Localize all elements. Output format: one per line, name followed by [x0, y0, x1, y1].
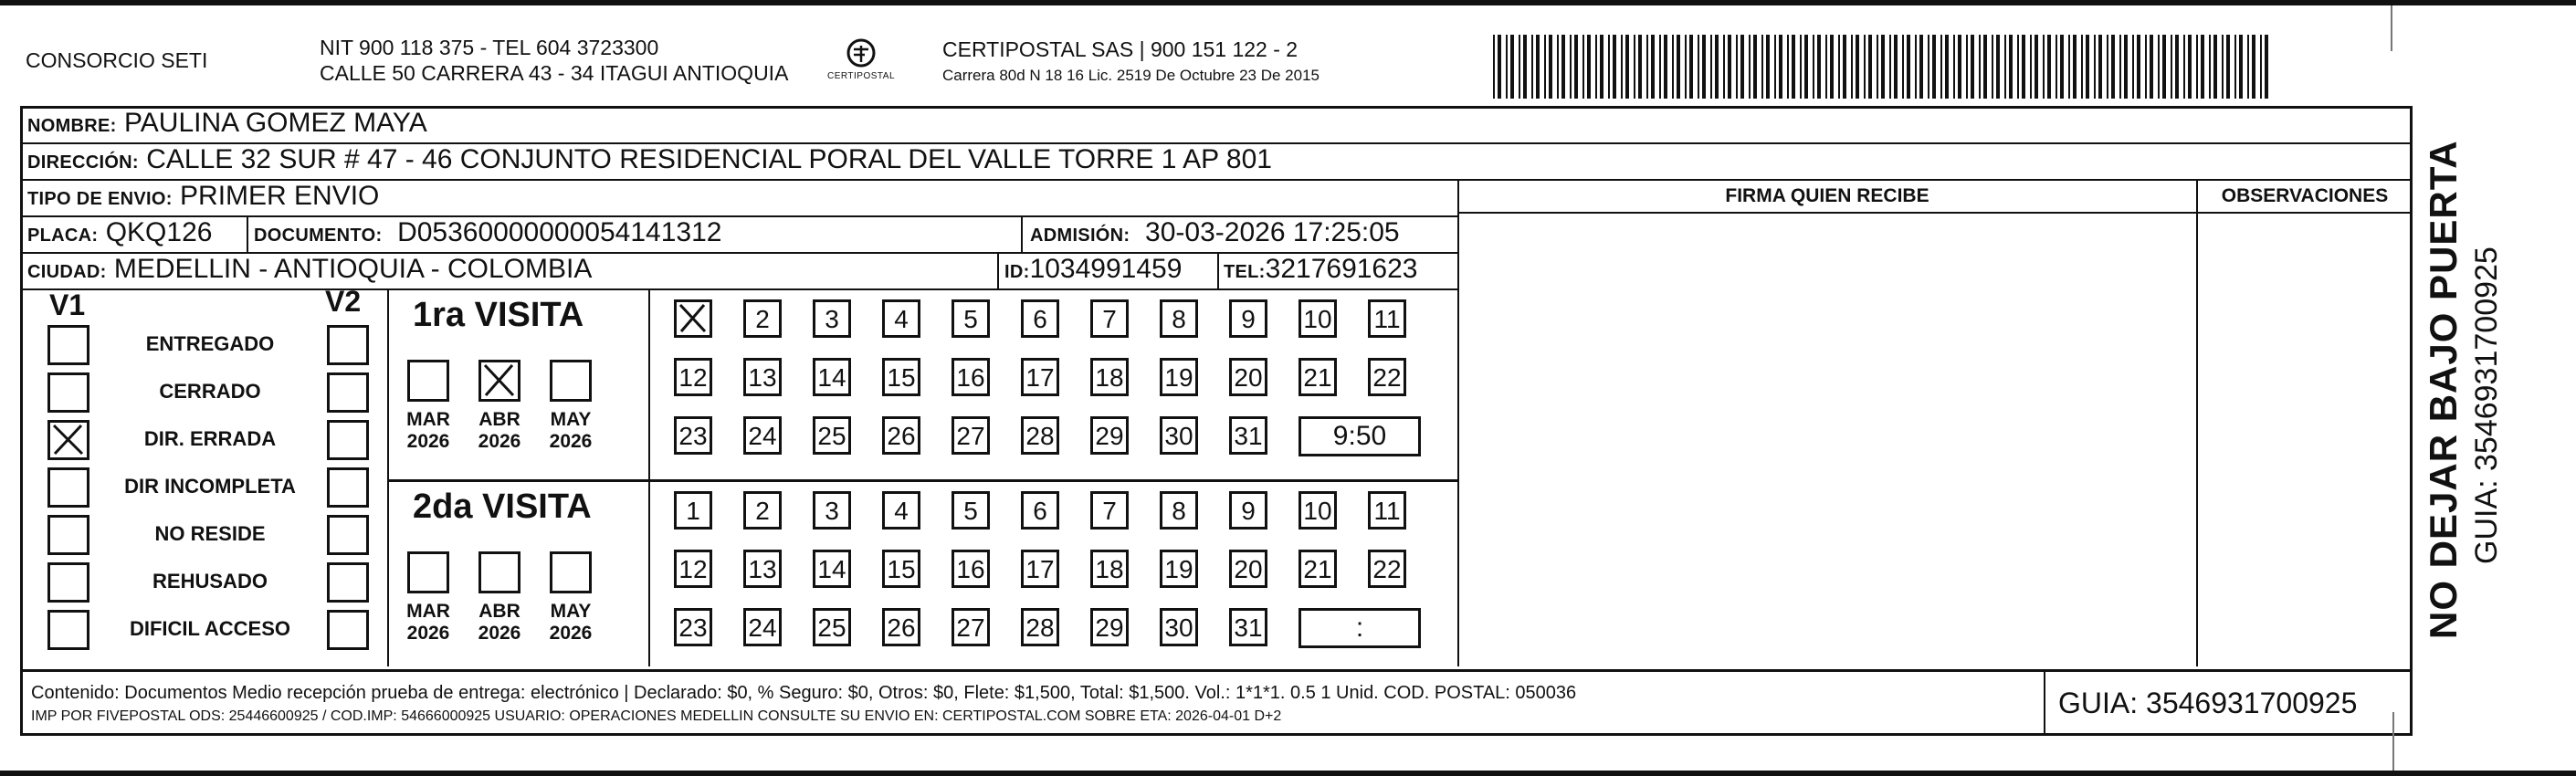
month-name: ABR	[478, 601, 520, 622]
barcode-bar	[1940, 35, 1942, 99]
visit2-day-box[interactable]: 14	[813, 550, 851, 588]
barcode-bar	[2009, 35, 2013, 99]
barcode-bar	[1659, 35, 1661, 99]
barcode-bar	[1766, 35, 1770, 99]
barcode-bar	[1523, 35, 1527, 99]
col-line	[1021, 215, 1023, 252]
barcode-bar	[1638, 35, 1642, 99]
row-line	[1458, 212, 2413, 214]
barcode-bar	[1928, 35, 1929, 99]
barcode-bar	[1945, 35, 1949, 99]
placa-field: PLACA: QKQ126	[27, 217, 213, 247]
v1-checkbox[interactable]	[47, 515, 89, 555]
col-line	[1457, 179, 1459, 666]
side-warning: NO DEJAR BAJO PUERTA	[2422, 140, 2465, 639]
status-option-label: REHUSADO	[152, 570, 268, 592]
nombre-field: NOMBRE: PAULINA GOMEZ MAYA	[27, 108, 427, 138]
ciudad-field: CIUDAD: MEDELLIN - ANTIOQUIA - COLOMBIA	[27, 254, 593, 284]
barcode-bar	[1971, 35, 1974, 99]
footer-imp: IMP POR FIVEPOSTAL ODS: 25446600925 / COD.IMP: 54666000925 USUARIO: OPERACIONES MEDELLIN CONSULTE SU ENVIO EN: CERTIPOSTAL.COM SOBRE ETA: 2026-04-01 D+2	[31, 708, 1282, 724]
visit1-day-box[interactable]: 9	[1229, 299, 1267, 338]
month-checkbox[interactable]	[550, 360, 592, 402]
barcode-bar	[2145, 35, 2147, 99]
barcode-bar	[2234, 35, 2236, 99]
status-option-label: CERRADO	[159, 380, 261, 403]
barcode-bar	[1710, 35, 1712, 99]
month-year: 2026	[478, 431, 521, 452]
barcode-bar	[2030, 35, 2032, 99]
barcode-bar	[1549, 35, 1552, 99]
visit1-day-box[interactable]: 24	[743, 416, 782, 455]
visit2-day-box[interactable]: 8	[1160, 491, 1198, 530]
visit1-day-box[interactable]: 7	[1090, 299, 1129, 338]
barcode-bar	[1557, 35, 1559, 99]
barcode-bar	[1646, 35, 1648, 99]
barcode-bar	[1868, 35, 1872, 99]
barcode-bar	[2094, 35, 2096, 99]
barcode-bar	[1774, 35, 1776, 99]
barcode-bar	[1932, 35, 1936, 99]
visit1-day-box[interactable]: 8	[1160, 299, 1198, 338]
barcode-bar	[2239, 35, 2243, 99]
col-line	[997, 252, 999, 288]
barcode-bar	[1561, 35, 1565, 99]
col-line	[387, 288, 389, 666]
visit1-day-box[interactable]: 28	[1021, 416, 1059, 455]
visit2-day-box[interactable]: 7	[1090, 491, 1129, 530]
barcode-bar	[1728, 35, 1731, 99]
barcode-bar	[2081, 35, 2083, 99]
barcode-bar	[1536, 35, 1540, 99]
visit1-day-box[interactable]: 11	[1368, 299, 1406, 338]
month-label	[537, 409, 605, 453]
barcode-bar	[2132, 35, 2134, 99]
barcode-bar	[2188, 35, 2192, 99]
visit2-title: 2da VISITA	[413, 488, 592, 526]
barcode-bar	[1881, 35, 1885, 99]
barcode-bar	[2060, 35, 2064, 99]
row-line	[387, 479, 1457, 482]
certipostal-line: CERTIPOSTAL SAS | 900 151 122 - 2	[942, 37, 1299, 61]
status-option-label: DIR INCOMPLETA	[124, 475, 296, 498]
barcode-bar	[1519, 35, 1520, 99]
visit2-day-box[interactable]: 25	[813, 608, 851, 646]
barcode-bar	[1996, 35, 2000, 99]
barcode-bar	[1621, 35, 1623, 99]
visit1-day-box[interactable]: 21	[1299, 358, 1337, 396]
visit1-day-box[interactable]: 19	[1160, 358, 1198, 396]
barcode-bar	[2111, 35, 2115, 99]
barcode-bar	[1608, 35, 1610, 99]
v1-checkbox[interactable]	[47, 325, 89, 365]
visit2-day-box[interactable]: 5	[952, 491, 990, 530]
barcode-bar	[1953, 35, 1955, 99]
barcode-bar	[2068, 35, 2070, 99]
barcode-bar	[1761, 35, 1763, 99]
barcode-icon	[1493, 35, 2278, 99]
visit2-day-box[interactable]: 22	[1368, 550, 1406, 588]
barcode-bar	[2265, 35, 2268, 99]
barcode-bar	[2073, 35, 2077, 99]
visit1-day-box[interactable]: 4	[882, 299, 920, 338]
barcode-bar	[1715, 35, 1719, 99]
barcode-bar	[2150, 35, 2153, 99]
visit1-day-box[interactable]: 3	[813, 299, 851, 338]
month-year: 2026	[478, 623, 521, 644]
barcode-bar	[1723, 35, 1725, 99]
nit-line: NIT 900 118 375 - TEL 604 3723300	[320, 36, 659, 59]
month-checkbox[interactable]	[478, 360, 520, 402]
barcode-bar	[1843, 35, 1846, 99]
barcode-bar	[1813, 35, 1814, 99]
barcode-bar	[2175, 35, 2179, 99]
visit1-day-box[interactable]: 30	[1160, 416, 1198, 455]
tel-field: TEL:3217691623	[1224, 254, 1418, 284]
barcode-bar	[2043, 35, 2045, 99]
barcode-bar	[2183, 35, 2185, 99]
month-name: MAY	[550, 409, 592, 430]
barcode-bar	[2035, 35, 2038, 99]
col-line	[247, 215, 248, 252]
status-option-label: NO RESIDE	[154, 522, 266, 545]
visit2-day-box[interactable]: 11	[1368, 491, 1406, 530]
barcode-bar	[1544, 35, 1546, 99]
barcode-bar	[1838, 35, 1840, 99]
v2-checkbox[interactable]	[327, 562, 369, 603]
month-label	[394, 601, 462, 645]
visit1-day-box[interactable]: 20	[1229, 358, 1267, 396]
visit2-day-box[interactable]: 13	[743, 550, 782, 588]
barcode-bar	[2260, 35, 2262, 99]
barcode-bar	[1856, 35, 1859, 99]
barcode-bar	[1792, 35, 1795, 99]
visit1-day-box[interactable]: 23	[674, 416, 712, 455]
visit1-day-box[interactable]: 6	[1021, 299, 1059, 338]
v1-checkbox[interactable]	[47, 420, 89, 460]
barcode-bar	[1672, 35, 1674, 99]
barcode-bar	[1582, 35, 1584, 99]
visit2-day-box[interactable]: 9	[1229, 491, 1267, 530]
v1-checkbox[interactable]	[47, 610, 89, 650]
barcode-bar	[1685, 35, 1687, 99]
month-checkbox[interactable]	[550, 551, 592, 593]
visit2-day-box[interactable]: 1	[674, 491, 712, 530]
barcode-bar	[1498, 35, 1501, 99]
col-line	[1217, 252, 1219, 288]
month-year: 2026	[406, 623, 450, 644]
visit1-day-box[interactable]: 13	[743, 358, 782, 396]
footer-guia: GUIA: 3546931700925	[2058, 687, 2358, 719]
month-label	[394, 409, 462, 453]
barcode-bar	[1664, 35, 1667, 99]
barcode-bar	[1506, 35, 1508, 99]
v1-checkbox[interactable]	[47, 467, 89, 508]
id-field: ID:1034991459	[1004, 254, 1183, 284]
barcode-bar	[1915, 35, 1917, 99]
barcode-bar	[2086, 35, 2089, 99]
barcode-bar	[1570, 35, 1572, 99]
observaciones-header: OBSERVACIONES	[2221, 185, 2389, 206]
barcode-bar	[1702, 35, 1706, 99]
cut-mark	[2392, 712, 2394, 771]
barcode-bar	[1574, 35, 1578, 99]
visit2-day-box[interactable]: 10	[1299, 491, 1337, 530]
visit1-day-box[interactable]: 15	[882, 358, 920, 396]
status-option-label: DIR. ERRADA	[143, 427, 277, 450]
barcode-bar	[2171, 35, 2172, 99]
barcode-bar	[2252, 35, 2255, 99]
company-name: CONSORCIO SETI	[26, 48, 208, 72]
visit2-day-box[interactable]: 15	[882, 550, 920, 588]
visit2-day-box[interactable]: 3	[813, 491, 851, 530]
barcode-bar	[1894, 35, 1898, 99]
barcode-bar	[1919, 35, 1923, 99]
visit2-day-box[interactable]: 4	[882, 491, 920, 530]
barcode-bar	[2098, 35, 2102, 99]
barcode-bar	[1979, 35, 1981, 99]
barcode-bar	[1689, 35, 1693, 99]
barcode-bar	[2158, 35, 2160, 99]
v1-checkbox[interactable]	[47, 372, 89, 413]
month-checkbox[interactable]	[407, 551, 449, 593]
barcode-bar	[1907, 35, 1910, 99]
footer-contenido: Contenido: Documentos Medio recepción prueba de entrega: electrónico | Declarado: $0, % Seguro: $0, Otros: $0, Flete: $1,500, Total: $1,500. Vol.: 1*1*1. 0.5 1 Unid. COD. POSTAL: 050036	[31, 683, 1577, 703]
barcode-bar	[1825, 35, 1827, 99]
visit2-day-box[interactable]: 12	[674, 550, 712, 588]
visit2-time-box[interactable]: :	[1299, 608, 1421, 648]
barcode-bar	[1510, 35, 1514, 99]
month-label	[537, 601, 605, 645]
barcode-bar	[1889, 35, 1891, 99]
barcode-bar	[2056, 35, 2057, 99]
documento-field: DOCUMENTO: D05360000000054141312	[254, 217, 722, 247]
visit1-day-box[interactable]: 14	[813, 358, 851, 396]
visit1-title: 1ra VISITA	[413, 296, 584, 334]
month-label	[466, 409, 533, 453]
barcode-bar	[1851, 35, 1853, 99]
barcode-bar	[1493, 35, 1495, 99]
v2-header: V2	[325, 285, 362, 318]
direccion-field: DIRECCIÓN: CALLE 32 SUR # 47 - 46 CONJUNTO RESIDENCIAL PORAL DEL VALLE TORRE 1 AP 801	[27, 144, 1272, 174]
visit2-day-box[interactable]: 19	[1160, 550, 1198, 588]
visit2-day-box[interactable]: 2	[743, 491, 782, 530]
month-checkbox[interactable]	[478, 551, 520, 593]
barcode-bar	[1749, 35, 1751, 99]
barcode-bar	[2196, 35, 2198, 99]
barcode-bar	[1600, 35, 1603, 99]
v1-checkbox[interactable]	[47, 562, 89, 603]
row-line	[20, 288, 1458, 290]
visit1-day-box[interactable]: 26	[882, 416, 920, 455]
barcode-bar	[1983, 35, 1987, 99]
top-edge	[0, 0, 2576, 5]
month-label	[466, 601, 533, 645]
barcode-bar	[1613, 35, 1616, 99]
barcode-bar	[1587, 35, 1591, 99]
barcode-bar	[1698, 35, 1699, 99]
month-year: 2026	[549, 431, 593, 452]
side-guia: GUIA: 3546931700925	[2469, 246, 2504, 564]
v2-checkbox[interactable]	[327, 420, 369, 460]
barcode-bar	[1800, 35, 1802, 99]
visit2-day-box[interactable]: 17	[1021, 550, 1059, 588]
barcode-bar	[1651, 35, 1655, 99]
logo-text: CERTIPOSTAL	[826, 71, 896, 81]
month-name: ABR	[478, 409, 520, 430]
barcode-bar	[2124, 35, 2128, 99]
barcode-bar	[1966, 35, 1968, 99]
col-line	[2196, 179, 2198, 666]
footer-frame	[20, 668, 2413, 736]
visit1-day-box[interactable]: 5	[952, 299, 990, 338]
barcode-bar	[2162, 35, 2166, 99]
visit1-day-box[interactable]: 16	[952, 358, 990, 396]
bottom-edge	[0, 771, 2576, 776]
visit1-day-box[interactable]: 10	[1299, 299, 1337, 338]
address-line: CALLE 50 CARRERA 43 - 34 ITAGUI ANTIOQUIA	[320, 61, 789, 85]
status-option-label: DIFICIL ACCESO	[129, 617, 290, 640]
barcode-bar	[2247, 35, 2249, 99]
barcode-bar	[1677, 35, 1680, 99]
month-checkbox[interactable]	[407, 360, 449, 402]
visit2-day-box[interactable]: 24	[743, 608, 782, 646]
status-option-label: ENTREGADO	[145, 332, 275, 355]
visit2-day-box[interactable]: 20	[1229, 550, 1267, 588]
barcode-bar	[2226, 35, 2230, 99]
visit2-day-box[interactable]: 27	[952, 608, 990, 646]
visit1-day-box[interactable]: 18	[1090, 358, 1129, 396]
visit1-time-box[interactable]: 9:50	[1299, 416, 1421, 456]
barcode-bar	[1902, 35, 1904, 99]
barcode-bar	[2022, 35, 2025, 99]
visit1-day-box[interactable]	[674, 299, 712, 338]
visit2-day-box[interactable]: 6	[1021, 491, 1059, 530]
visit1-day-box[interactable]: 31	[1229, 416, 1267, 455]
visit1-day-box[interactable]: 22	[1368, 358, 1406, 396]
visit1-day-box[interactable]: 29	[1090, 416, 1129, 455]
barcode-bar	[2119, 35, 2121, 99]
barcode-bar	[2004, 35, 2006, 99]
barcode-bar	[2107, 35, 2108, 99]
barcode-bar	[2047, 35, 2051, 99]
barcode-bar	[1531, 35, 1533, 99]
v2-checkbox[interactable]	[327, 610, 369, 650]
visit2-day-box[interactable]: 31	[1229, 608, 1267, 646]
visit2-day-box[interactable]: 29	[1090, 608, 1129, 646]
barcode-bar	[2017, 35, 2019, 99]
cut-mark	[2391, 5, 2392, 51]
barcode-bar	[1595, 35, 1597, 99]
visit1-day-box[interactable]: 12	[674, 358, 712, 396]
visit1-day-box[interactable]: 17	[1021, 358, 1059, 396]
month-name: MAR	[406, 409, 450, 430]
barcode-bar	[1787, 35, 1789, 99]
barcode-bar	[2137, 35, 2140, 99]
firma-header: FIRMA QUIEN RECIBE	[1725, 185, 1929, 206]
barcode-bar	[1634, 35, 1635, 99]
barcode-bar	[1804, 35, 1808, 99]
barcode-bar	[1830, 35, 1834, 99]
barcode-bar	[1736, 35, 1738, 99]
visit2-day-box[interactable]: 26	[882, 608, 920, 646]
barcode-bar	[1779, 35, 1782, 99]
certipostal-logo-icon	[826, 37, 896, 86]
v2-checkbox[interactable]	[327, 467, 369, 508]
barcode-bar	[1753, 35, 1757, 99]
visit1-day-box[interactable]: 27	[952, 416, 990, 455]
month-name: MAR	[406, 601, 450, 622]
admision-field: ADMISIÓN: 30-03-2026 17:25:05	[1030, 217, 1400, 247]
v2-checkbox[interactable]	[327, 372, 369, 413]
visit2-day-box[interactable]: 18	[1090, 550, 1129, 588]
barcode-bar	[2201, 35, 2204, 99]
visit2-day-box[interactable]: 16	[952, 550, 990, 588]
col-line	[648, 288, 650, 666]
tipo-envio-field: TIPO DE ENVIO: PRIMER ENVIO	[27, 181, 380, 211]
barcode-bar	[1877, 35, 1878, 99]
visit2-day-box[interactable]: 21	[1299, 550, 1337, 588]
visit2-day-box[interactable]: 28	[1021, 608, 1059, 646]
visit1-day-box[interactable]: 25	[813, 416, 851, 455]
month-year: 2026	[549, 623, 593, 644]
barcode-bar	[2209, 35, 2211, 99]
v2-checkbox[interactable]	[327, 515, 369, 555]
visit1-day-box[interactable]: 2	[743, 299, 782, 338]
barcode-bar	[1740, 35, 1744, 99]
barcode-bar	[1625, 35, 1629, 99]
barcode-bar	[1992, 35, 1993, 99]
barcode-bar	[1817, 35, 1821, 99]
license-line: Carrera 80d N 18 16 Lic. 2519 De Octubre 23 De 2015	[942, 67, 1320, 84]
barcode-bar	[2213, 35, 2217, 99]
visit2-day-box[interactable]: 30	[1160, 608, 1198, 646]
barcode-bar	[1958, 35, 1961, 99]
month-year: 2026	[406, 431, 450, 452]
v2-checkbox[interactable]	[327, 325, 369, 365]
barcode-bar	[1864, 35, 1866, 99]
visit2-day-box[interactable]: 23	[674, 608, 712, 646]
month-name: MAY	[550, 601, 592, 622]
barcode-bar	[2222, 35, 2224, 99]
v1-header: V1	[49, 288, 86, 321]
